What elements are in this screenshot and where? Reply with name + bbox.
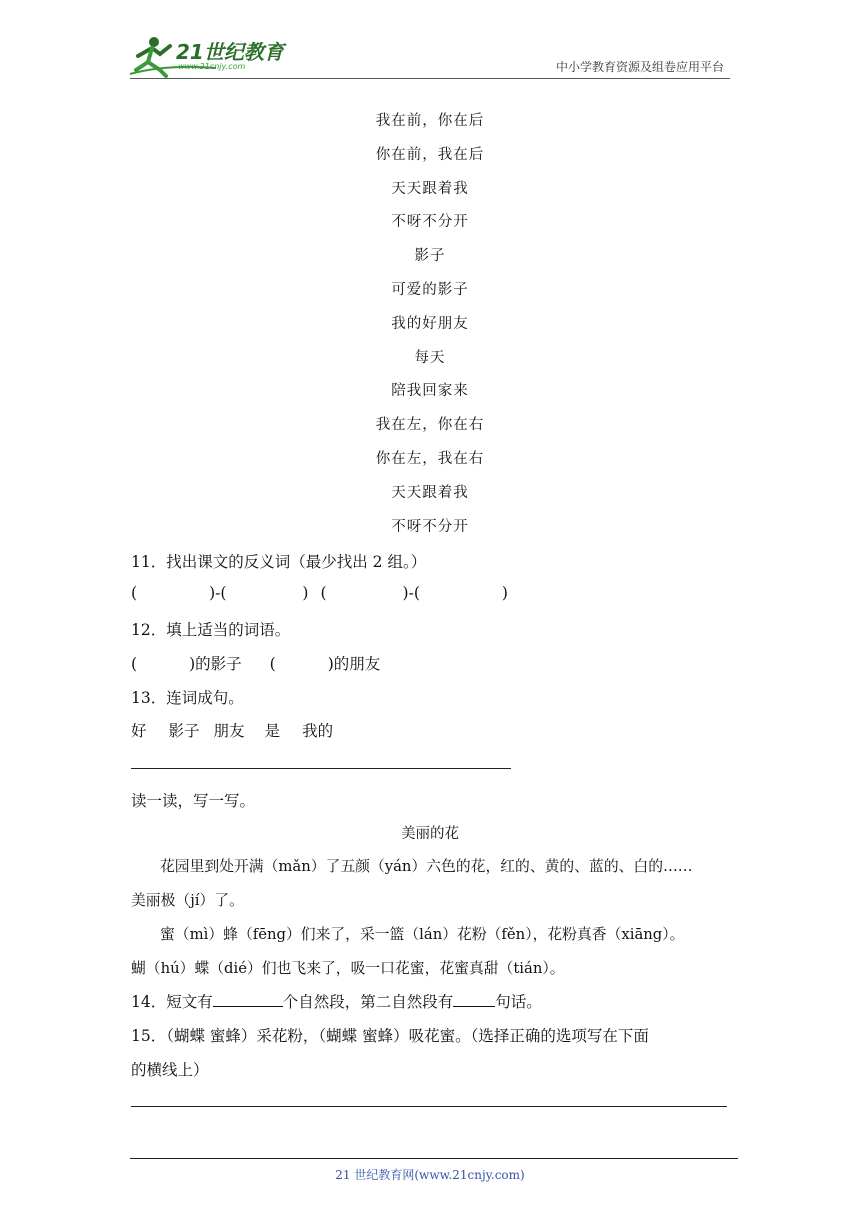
- question-15-cont: 的横线上）: [131, 1061, 209, 1079]
- question-13: 13．连词成句。: [131, 689, 244, 707]
- word: 好: [131, 722, 147, 740]
- blank-mid: )-(: [209, 584, 227, 602]
- footer-text: 21 世纪教育网(www.21cnjy.com): [335, 1168, 525, 1182]
- question-14: [131, 990, 542, 1012]
- poem-line: 你在左，我在右: [375, 450, 485, 467]
- question-11: 11．找出课文的反义词（最少找出 2 组。）: [131, 553, 427, 571]
- poem-line: 我在前，你在后: [375, 113, 485, 129]
- poem-line: 天天跟着我: [391, 180, 469, 197]
- question-15: 15．（蝴蝶 蜜蜂）采花粉，（蝴蝶 蜜蜂）吸花蜜。（选择正确的选项写在下面: [131, 1027, 649, 1045]
- poem-line: 陪我回家来: [391, 383, 469, 400]
- q12-blanks: [131, 652, 380, 674]
- footer-divider: [130, 1158, 738, 1159]
- poem-line: 我的好朋友: [391, 315, 469, 332]
- word: 我的: [302, 722, 334, 740]
- blank-open: (: [131, 655, 138, 673]
- poem: [0, 108, 860, 547]
- logo-text: 21世纪教育: [176, 40, 284, 64]
- blank-suffix: )的影子: [189, 655, 242, 673]
- poem-line: 天天跟着我: [391, 484, 469, 501]
- logo-subtext: www.21cnjy.com: [178, 62, 246, 71]
- blank-close: ): [501, 584, 508, 602]
- reading-instruction: 读一读，写一写。: [131, 792, 256, 810]
- reading-paragraph-2: 蜜（mì）蜂（fēng）们来了，采一篮（lán）花粉（fěn），花粉真香（xiāng）。: [160, 926, 685, 943]
- blank-close: ): [302, 584, 309, 602]
- poem-line: 不呀不分开: [391, 214, 469, 231]
- reading-paragraph-1: 花园里到处开满（mǎn）了五颜（yán）六色的花，红的、黄的、蓝的、白的……: [160, 858, 693, 875]
- word: 影子: [168, 722, 200, 740]
- word: 朋友: [213, 722, 245, 740]
- header-divider: [130, 78, 730, 79]
- q14-text: 14．短文有: [131, 993, 213, 1011]
- poem-line: 每天: [414, 349, 446, 366]
- reading-paragraph-1-cont: 美丽极（jí）了。: [131, 892, 244, 909]
- header-platform-text: 中小学教育资源及组卷应用平台: [555, 60, 724, 74]
- blank-open: (: [131, 584, 138, 602]
- poem-line: 不呀不分开: [391, 518, 469, 535]
- q13-word-list: [131, 719, 333, 741]
- poem-line: 我在左，你在右: [375, 417, 485, 434]
- brand-logo: [126, 34, 296, 78]
- reading-paragraph-2-cont: 蝴（hú）蝶（dié）们也飞来了，吸一口花蜜，花蜜真甜（tián）。: [131, 960, 565, 977]
- poem-line: 可爱的影子: [391, 281, 469, 298]
- blank-mid: )-(: [402, 584, 420, 602]
- poem-line: 影子: [414, 248, 446, 265]
- q14-text: 个自然段，第二自然段有: [282, 993, 454, 1011]
- blank-open: (: [320, 584, 327, 602]
- word: 是: [264, 722, 281, 740]
- blank-suffix: )的朋友: [327, 655, 381, 673]
- poem-line: 你在前，我在后: [375, 146, 485, 163]
- answer-line: [131, 1106, 727, 1107]
- q14-text: 句话。: [495, 993, 542, 1011]
- q11-blanks: [131, 584, 508, 602]
- question-12: 12．填上适当的词语。: [131, 621, 291, 639]
- blank-open: (: [269, 655, 276, 673]
- reading-title: 美丽的花: [401, 826, 459, 842]
- answer-line: [131, 768, 511, 769]
